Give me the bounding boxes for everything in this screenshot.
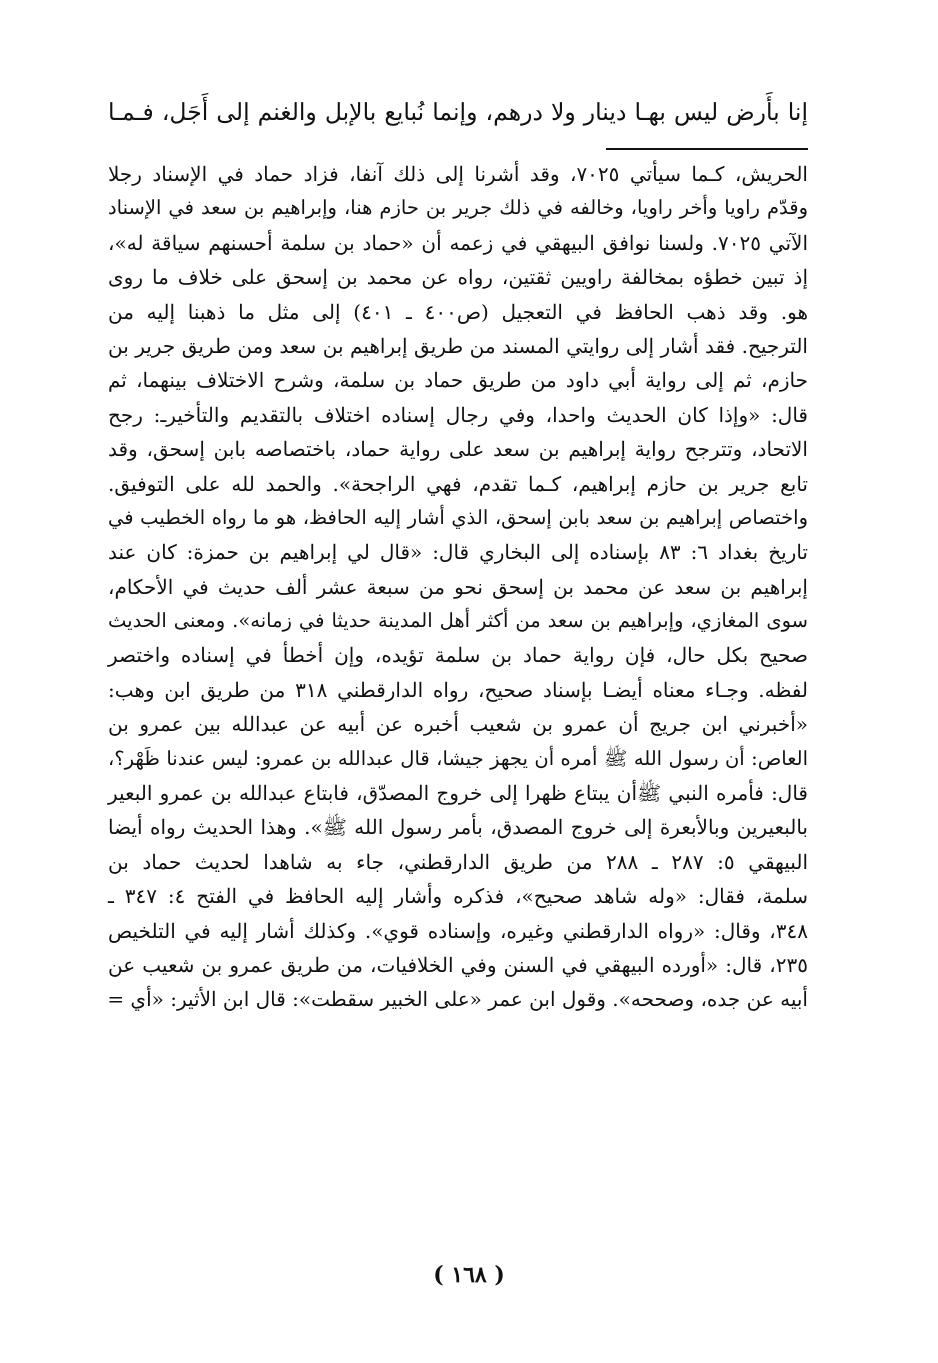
footnote-line: سلمة، فقال: «وله شاهد صحيح»، فذكره وأشار إليه الحافظ في الفتح ٤: ٣٤٧ ـ (108, 884, 808, 909)
footnote-line: الاتحاد، وتترجح رواية إبراهيم بن سعد على رواية حماد، باختصاصه بابن إسحق، وقد (108, 437, 808, 462)
footnote-line: ٣٤٨، وقال: «رواه الدارقطني وغيره، وإسناده قوي». وكذلك أشار إليه في التلخيص (108, 918, 808, 943)
footnote-line: الحريش، كـما سيأتي ٧٠٢٥، وقد أشرنا إلى ذلك آنفا، فزاد حماد في الإسناد رجلا (108, 162, 808, 186)
footnote-line: هو. وقد ذهب الحافظ في التعجيل (ص٤٠٠ ـ ٤٠١) إلى مثل ما ذهبنا إليه من (108, 299, 809, 324)
footnote-block (108, 157, 808, 1017)
footnote-line: حازم، ثم إلى رواية أبي داود من طريق حماد بن سلمة، وشرح الاختلاف بينهما، ثم (108, 368, 808, 393)
footnote-line: صحيح بكل حال، فإن رواية حماد بن سلمة تؤيده، وإن أخطأ في إسناده واختصر (108, 643, 808, 668)
page-number: ( ١٦٨ ) (433, 1262, 505, 1288)
footnote-line: أبيه عن جده، وصححه». وقول ابن عمر «على الخبير سقطت»: قال ابن الأثير: «أي = (107, 987, 808, 1012)
footnote-line: إبراهيم بن سعد عن محمد بن إسحق نحو من سبعة عشر ألف حديث في الأحكام، (108, 574, 808, 599)
footnote-line: ٢٣٥، قال: «أورده البيهقي في السنن وفي الخلافيات، من طريق عمرو بن شعيب عن (108, 952, 808, 977)
footnote-line: البيهقي ٥: ٢٨٧ ـ ٢٨٨ من طريق الدارقطني، جاء به شاهدا لحديث حماد بن (108, 849, 808, 874)
footnote-line: قال: «وإذا كان الحديث واحدا، وفي رجال إسناده اختلاف بالتقديم والتأخيرـ: رجح (108, 402, 808, 427)
footnote-line: بالبعيرين وبالأبعرة إلى خروج المصدق، بأمر رسول الله ﷺ». وهذا الحديث رواه أيضا (108, 815, 808, 840)
footnote-line: سوى المغازي، وإبراهيم بن سعد من أكثر أهل المدينة حديثا في زمانه». ومعنى الحديث (108, 609, 808, 633)
footnote-line: الآتي ٧٠٢٥. ولسنا نوافق البيهقي في زعمه أن «حماد بن سلمة أحسنهم سياقة له»، (108, 230, 808, 255)
main-text-line: إنا بأَرض ليس بهـا دينار ولا درهم، وإنما نُبايع بالإبل والغنم إلى أَجَل، فـمـا (108, 98, 808, 126)
footnote-line: وقدّم راويا وأخر راويا، وخالفه في ذلك جرير بن حازم هنا، وإبراهيم بن سعد في الإسناد (108, 196, 808, 220)
footnote-line: تاريخ بغداد ٦: ٨٣ بإسناده إلى البخاري قال: «قال لي إبراهيم بن حمزة: كان عند (108, 540, 809, 565)
footnote-line: الترجيح. فقد أشار إلى روايتي المسند من طريق إبراهيم بن سعد ومن طريق جرير بن (108, 333, 808, 358)
footnote-line: لفظه. وجـاء معناه أيضـا بإسناد صحيح، رواه الدارقطني ٣١٨ من طريق ابن وهب: (108, 677, 808, 702)
footnote-line: واختصاص إبراهيم بن سعد بابن إسحق، الذي أشار إليه الحافظ، هو ما رواه الخطيب في (108, 505, 808, 529)
footnote-line: قال: فأمره النبي ﷺأن يبتاع ظهرا إلى خروج المصدّق، فابتاع عبدالله بن عمرو البعير (108, 781, 808, 806)
footnote-line: إذ تبين خطؤه بمخالفة راويين ثقتين، رواه عن محمد بن إسحق على خلاف ما روى (108, 265, 808, 290)
footnote-separator (606, 148, 808, 150)
footnote-line: العاص: أن رسول الله ﷺ أمره أن يجهز جيشا، قال عبدالله بن عمرو: ليس عندنا ظَهْر؟، (108, 746, 808, 770)
footnote-line: «أخبرني ابن جريج أن عمرو بن شعيب أخبره عن أبيه عن عبدالله بين عمرو بن (108, 712, 808, 737)
footnote-line: تابع جرير بن حازم إبراهيم، كـما تقدم، فهي الراجحة». والحمد لله على التوفيق. (108, 471, 808, 496)
